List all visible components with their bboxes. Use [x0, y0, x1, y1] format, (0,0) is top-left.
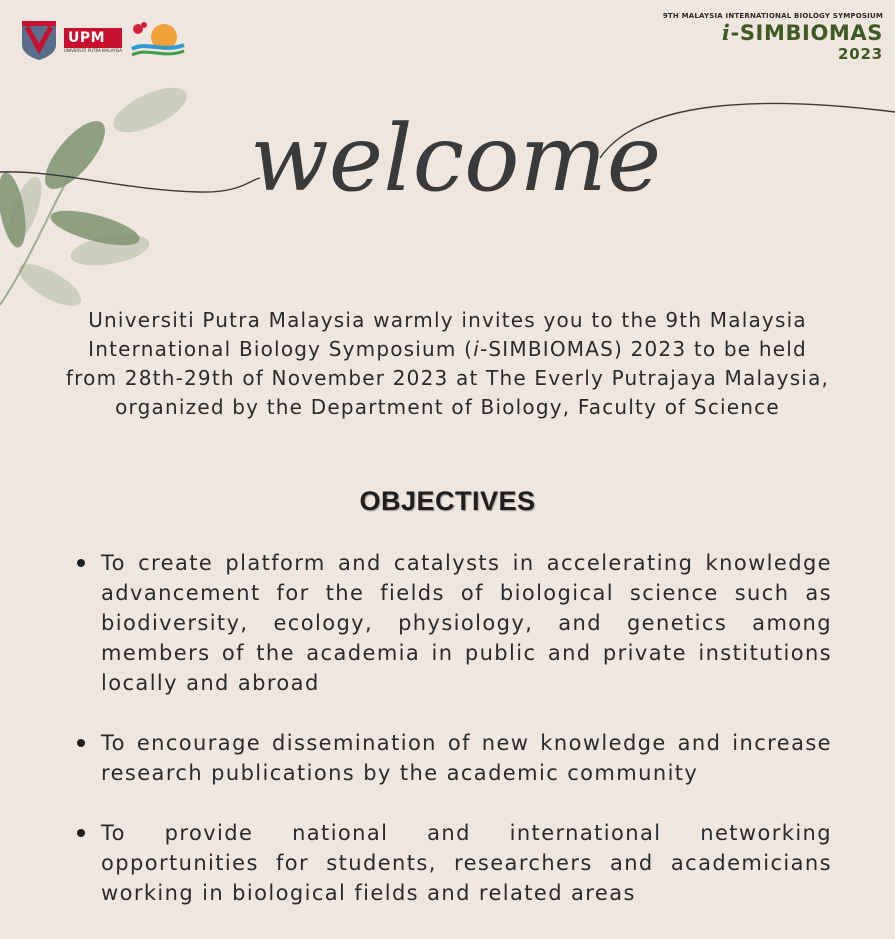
upm-logo-text: UPM — [64, 28, 122, 48]
intro-line-2-italic: i — [473, 337, 480, 361]
partner-logos — [20, 18, 186, 62]
list-item — [72, 818, 832, 908]
list-item — [72, 548, 832, 698]
symposium-tagline: 9TH MALAYSIA INTERNATIONAL BIOLOGY SYMPOSIUM — [662, 12, 883, 20]
objective-text: To provide national and international networking opportunities for students, researchers and academicians working in biological fields and related areas — [101, 821, 832, 905]
intro-line-4: organized by the Department of Biology, Faculty of Science — [115, 395, 780, 419]
upm-crest-icon — [20, 19, 58, 61]
welcome-word: welcome — [250, 105, 662, 212]
brand-name — [663, 21, 883, 45]
intro-line-2a: International Biology Symposium ( — [88, 337, 474, 361]
bullet-icon — [77, 559, 85, 567]
brand-name-text: -SIMBIOMAS — [730, 21, 883, 45]
intro-line-1: Universiti Putra Malaysia warmly invites you to the 9th Malaysia — [88, 308, 807, 332]
list-item — [72, 728, 832, 788]
festival-logo-icon — [128, 19, 186, 61]
objectives-title: OBJECTIVES — [359, 486, 536, 516]
objective-text: To encourage dissemination of new knowledge and increase research publications by the academic community — [101, 731, 832, 785]
bullet-icon — [77, 739, 85, 747]
intro-line-2 — [40, 335, 855, 364]
upm-logo-subtext: UNIVERSITI PUTRA MALAYSIA — [64, 47, 122, 53]
symposium-brand — [663, 12, 883, 63]
intro-paragraph — [40, 306, 855, 422]
bullet-icon — [77, 829, 85, 837]
welcome-heading — [0, 60, 895, 270]
objectives-list — [72, 548, 832, 908]
intro-line-3: from 28th-29th of November 2023 at The Everly Putrajaya Malaysia, — [65, 366, 830, 390]
intro-line-2b: -SIMBIOMAS) 2023 to be held — [479, 337, 807, 361]
upm-logo — [64, 28, 122, 53]
brand-year: 2023 — [838, 45, 883, 63]
brand-prefix: i — [721, 20, 731, 45]
objective-text: To create platform and catalysts in accelerating knowledge advancement for the fields of biological science such as biodiversity, ecology, physiology, and genetics among members of the academia in public and private institutions locally and abroad — [101, 551, 832, 695]
